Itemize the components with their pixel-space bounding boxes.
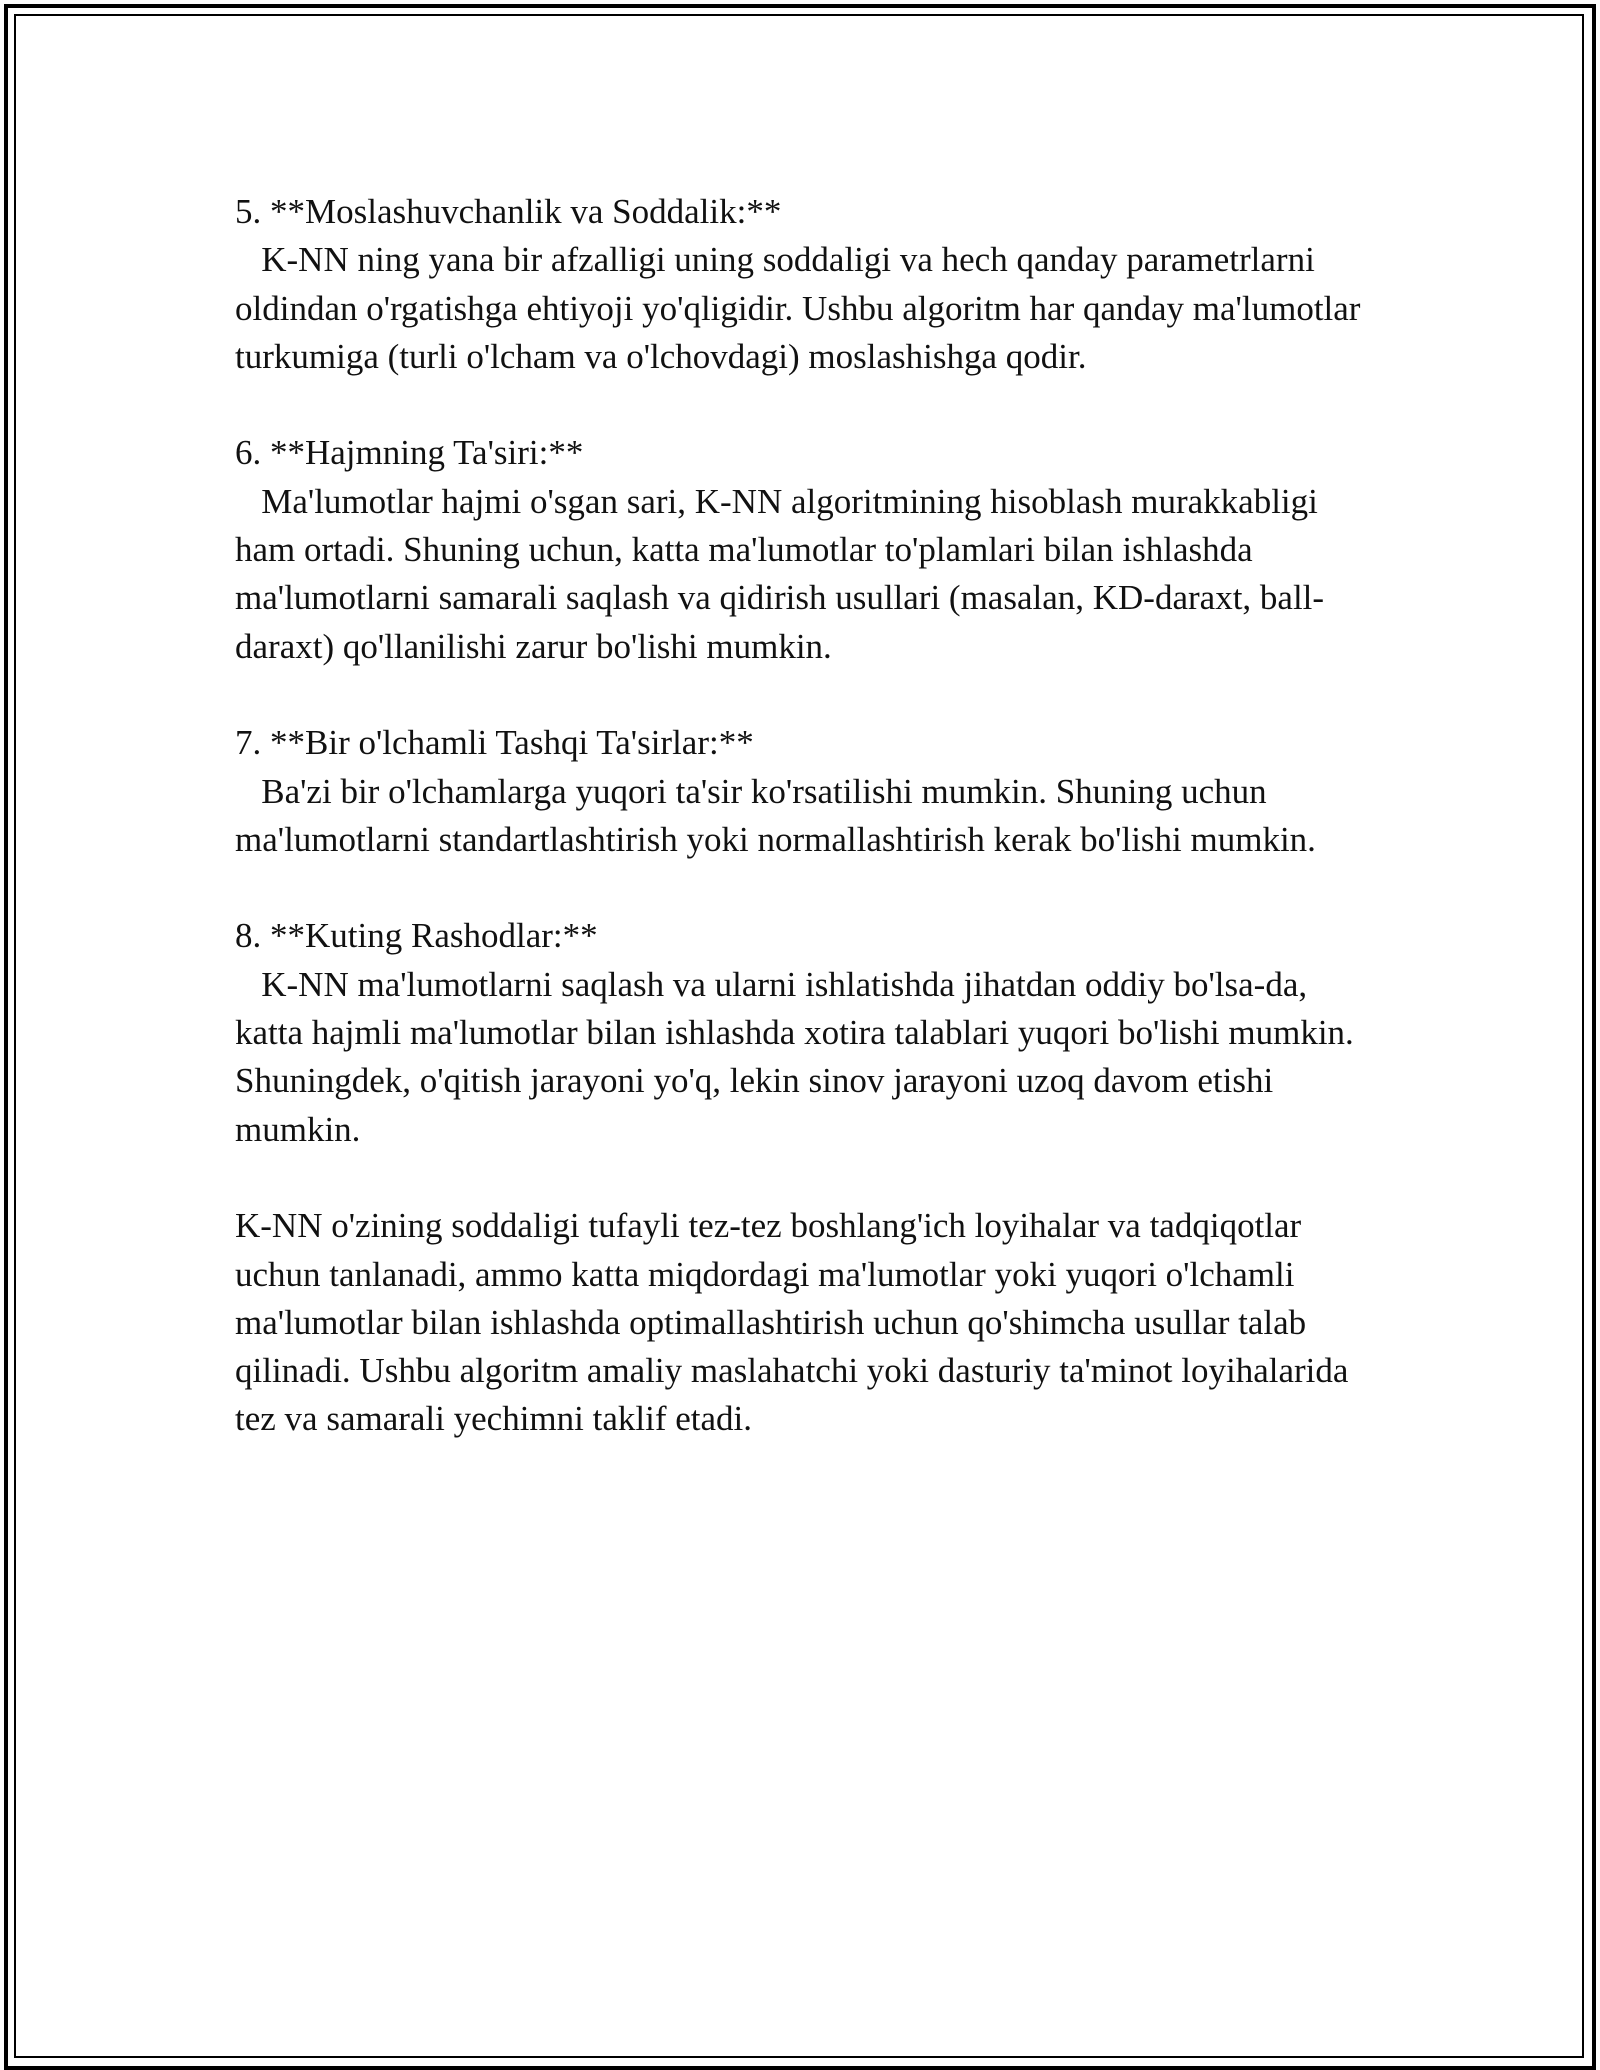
section-heading: 7. **Bir o'lchamli Tashqi Ta'sirlar:** bbox=[235, 723, 754, 763]
section-heading: 6. **Hajmning Ta'siri:** bbox=[235, 433, 584, 473]
section-8 bbox=[235, 912, 1375, 1153]
section-6 bbox=[235, 429, 1375, 670]
section-5 bbox=[235, 188, 1375, 381]
section-heading: 8. **Kuting Rashodlar:** bbox=[235, 916, 598, 956]
section-paragraph: K-NN ning yana bir afzalligi uning soddaligi va hech qanday parametrlarni oldindan o'rgatishga ehtiyoji yo'qligidir. Ushbu algoritm har qanday ma'lumotlar turkumiga (turli o'lcham va o'lchovdagi) moslashishga qodir. bbox=[235, 240, 1370, 376]
section-7 bbox=[235, 719, 1375, 864]
document-body bbox=[235, 188, 1375, 1444]
section-heading: 5. **Moslashuvchanlik va Soddalik:** bbox=[235, 192, 782, 231]
section-paragraph: Ba'zi bir o'lchamlarga yuqori ta'sir ko'rsatilishi mumkin. Shuning uchun ma'lumotlarni standartlashtirish yoki normallashtirish kerak bo'lishi mumkin. bbox=[235, 771, 1316, 859]
section-paragraph: Ma'lumotlar hajmi o'sgan sari, K-NN algoritmining hisoblash murakkabligi ham ortadi. Shuning uchun, katta ma'lumotlar to'plamlari bilan ishlashda ma'lumotlarni samarali saqlash va qidirish usullari (masalan, KD-daraxt, ball-daraxt) qo'llanilishi zarur bo'lishi mumkin. bbox=[235, 481, 1327, 666]
section-paragraph: K-NN ma'lumotlarni saqlash va ularni ishlatishda jihatdan oddiy bo'lsa-da, katta hajmli ma'lumotlar bilan ishlashda xotira talablari yuqori bo'lishi mumkin. Shuningdek, o'qitish jarayoni yo'q, lekin sinov jarayoni uzoq davom etishi mumkin. bbox=[235, 964, 1363, 1149]
closing-paragraph: K-NN o'zining soddaligi tufayli tez-tez boshlang'ich loyihalar va tadqiqotlar uchun tanlanadi, ammo katta miqdordagi ma'lumotlar yoki yuqori o'lchamli ma'lumotlar bilan ishlashda optimallashtirish uchun qo'shimcha usullar talab qilinadi. Ushbu algoritm amaliy maslahatchi yoki dasturiy ta'minot loyihalarida tez va samarali yechimni taklif etadi. bbox=[235, 1206, 1358, 1439]
